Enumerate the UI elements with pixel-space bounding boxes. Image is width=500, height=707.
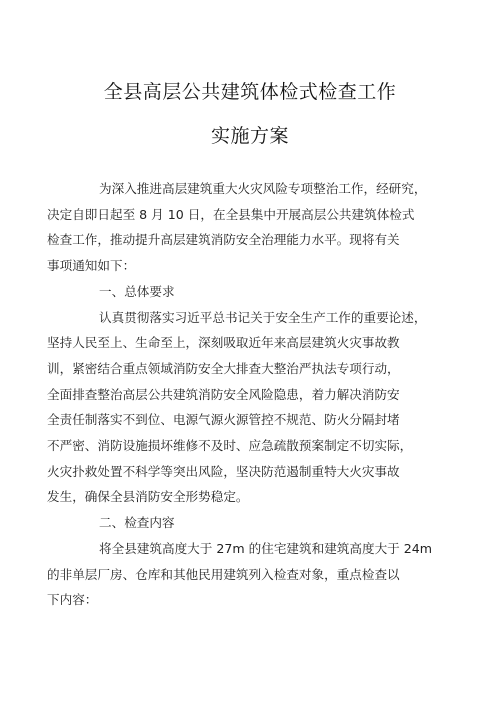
section-heading-general-requirements: 一、总体要求	[99, 283, 175, 299]
document-subtitle: 实施方案	[210, 125, 289, 147]
intro-line: 决定自即日起至 8 月 10 日，在全县集中开展高层公共建筑体检式	[47, 206, 415, 222]
section2-line: 的非单层厂房、仓库和其他民用建筑列入检查对象，重点检查以	[47, 566, 400, 582]
section2-paragraph	[47, 536, 443, 613]
section1-line: 全面排查整治高层公共建筑消防安全风险隐患，着力解决消防安	[47, 386, 400, 402]
section1-line: 训，紧密结合重点领域消防安全大排查大整治严执法专项行动，	[47, 360, 400, 376]
section1-line: 不严密、消防设施损坏维修不及时、应急疏散预案制定不切实际，	[47, 438, 413, 454]
document-body	[47, 176, 443, 613]
section1-line: 坚持人民至上、生命至上，深刻吸取近年来高层建筑火灾事故教	[47, 335, 400, 351]
section2-line: 下内容：	[47, 592, 98, 608]
section1-paragraph	[47, 305, 443, 511]
section1-line: 全责任制落实不到位、电源气源火源管控不规范、防火分隔封堵	[47, 412, 400, 428]
section1-line: 认真贯彻落实习近平总书记关于安全生产工作的重要论述，	[99, 309, 427, 325]
intro-line: 为深入推进高层建筑重大火灾风险专项整治工作，经研究，	[99, 181, 427, 196]
section2-line: 将全县建筑高度大于 27m 的住宅建筑和建筑高度大于 24m	[99, 540, 433, 556]
section1-line: 发生，确保全县消防安全形势稳定。	[47, 489, 249, 505]
section-heading-inspection-content: 二、检查内容	[99, 515, 175, 531]
intro-paragraph	[47, 176, 443, 279]
document-title: 全县高层公共建筑体检式检查工作	[103, 81, 397, 103]
intro-line: 事项通知如下：	[47, 258, 136, 274]
section1-line: 火灾扑救处置不科学等突出风险，坚决防范遏制重特大火灾事故	[47, 463, 400, 479]
intro-line: 检查工作，推动提升高层建筑消防安全治理能力水平。现将有关	[47, 232, 400, 248]
